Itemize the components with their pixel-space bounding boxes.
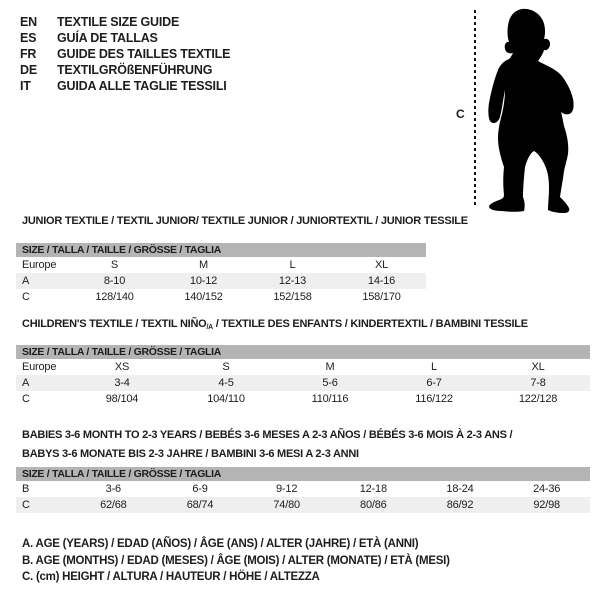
children-size-table [16,345,590,407]
row-label: Europe [22,259,57,271]
row-label: A [22,275,30,287]
table-row [16,273,426,289]
babies-table-title [22,426,512,464]
table-cell: 128/140 [95,291,134,303]
table-cell: 4-5 [218,377,234,389]
legend-notes [22,536,450,586]
size-header-bar: SIZE / TALLA / TAILLE / GRÖSSE / TAGLIA [16,243,426,257]
language-row-es [20,30,230,46]
language-title: GUIDE DES TAILLES TEXTILE [57,47,231,61]
table-cell: 62/68 [100,499,127,511]
table-cell: M [325,361,335,373]
table-cell: 24-36 [533,483,561,495]
title-text: CHILDREN'S TEXTILE / TEXTIL NIÑO [22,318,207,330]
language-title: TEXTILE SIZE GUIDE [57,15,180,29]
language-title: TEXTILGRÖßENFÜHRUNG [57,63,213,77]
title-text: / TEXTILE DES ENFANTS / KINDERTEXTIL / BAMBINI TESSILE [212,318,528,330]
size-header-bar: SIZE / TALLA / TAILLE / GRÖSSE / TAGLIA [16,345,590,359]
table-cell: S [222,361,230,373]
title-subscript: /A [206,324,213,331]
table-cell: XS [114,361,130,373]
table-row [16,497,590,513]
table-cell: 3-4 [114,377,130,389]
babies-title-line1: BABIES 3-6 MONTH TO 2-3 YEARS / BEBÉS 3-6 MESES A 2-3 AÑOS / BÉBÉS 3-6 MOIS À 2-3 ANS / [22,429,513,441]
table-cell: 74/80 [273,499,300,511]
table-cell: 12-13 [278,275,307,287]
table-cell: 9-12 [276,483,298,495]
table-cell: 152/158 [273,291,312,303]
table-cell: 140/152 [184,291,223,303]
table-cell: 10-12 [189,275,218,287]
table-cell: 122/128 [518,393,558,405]
table-cell: 68/74 [186,499,214,511]
children-table-title [22,318,528,334]
babies-size-table [16,467,590,513]
row-label: A [22,377,30,389]
height-dashed-line [474,10,476,205]
junior-table-title: JUNIOR TEXTILE / TEXTIL JUNIOR/ TEXTILE JUNIOR / JUNIORTEXTIL / JUNIOR TESSILE [22,215,468,227]
language-code: FR [20,47,37,61]
junior-size-table [16,243,426,305]
table-row [16,375,590,391]
size-header-bar: SIZE / TALLA / TAILLE / GRÖSSE / TAGLIA [16,467,590,481]
table-row [16,289,426,305]
table-cell: 116/122 [415,393,453,405]
table-row [16,391,590,407]
language-title: GUIDA ALLE TAGLIE TESSILI [57,79,227,93]
table-cell: 14-16 [367,275,396,287]
row-label: Europe [22,361,57,373]
table-cell: 12-18 [359,483,387,495]
height-measure-label: C [456,107,465,121]
table-cell: L [431,361,437,373]
table-cell: 80/86 [360,499,387,511]
table-row [16,257,426,273]
language-code: ES [20,31,37,45]
table-cell: 158/170 [362,291,401,303]
note-height-cm: C. (cm) HEIGHT / ALTURA / HAUTEUR / HÖHE / ALTEZZA [22,571,320,583]
table-cell: 86/92 [446,499,474,511]
language-row-en [20,14,230,30]
table-cell: 104/110 [207,393,245,405]
table-cell: 18-24 [446,483,474,495]
language-code: EN [20,15,37,29]
babies-title-line2: BABYS 3-6 MONATE BIS 2-3 JAHRE / BAMBINI 3-6 MESI A 2-3 ANNI [22,448,359,460]
language-code: IT [20,79,31,93]
table-cell: 7-8 [530,377,546,389]
table-cell: 92/98 [533,499,560,511]
table-cell: L [289,259,296,271]
table-cell: S [110,259,119,271]
row-label: C [22,291,30,303]
table-cell: M [199,259,208,271]
language-list [20,14,230,94]
row-label: C [22,393,30,405]
note-age-months: B. AGE (MONTHS) / EDAD (MESES) / ÂGE (MOIS) / ALTER (MONATE) / ETÀ (MESI) [22,554,450,567]
language-row-it [20,78,230,94]
language-title: GUÍA DE TALLAS [57,31,158,45]
table-cell: 3-6 [105,483,121,495]
table-cell: 98/104 [105,393,139,405]
note-age-years: A. AGE (YEARS) / EDAD (AÑOS) / ÂGE (ANS) / ALTER (JAHRE) / ETÀ (ANNI) [22,538,419,550]
row-label: B [22,483,30,495]
table-cell: XL [374,259,389,271]
toddler-silhouette-icon [486,8,580,214]
table-row [16,359,590,375]
table-row [16,481,590,497]
table-cell: 8-10 [103,275,126,287]
row-label: C [22,499,30,511]
language-code: DE [20,63,37,77]
table-cell: 6-9 [192,483,208,495]
table-cell: 110/116 [311,393,349,405]
table-cell: 6-7 [426,377,442,389]
language-row-fr [20,46,230,62]
table-cell: 5-6 [322,377,338,389]
language-row-de [20,62,230,78]
table-cell: XL [531,361,545,373]
